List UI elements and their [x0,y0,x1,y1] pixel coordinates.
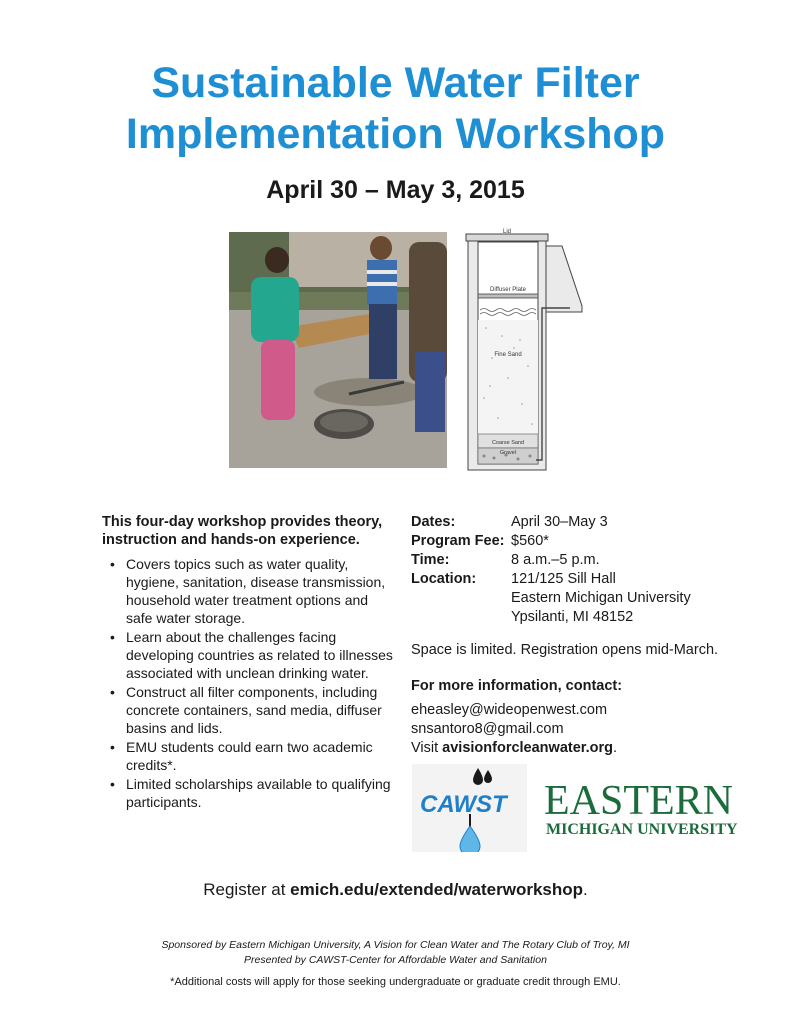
visit-prefix: Visit [411,740,443,756]
diagram-label-fine-sand: Fine Sand [494,352,522,358]
register-suffix: . [583,880,588,899]
register-line [0,880,791,900]
time-value: 8 a.m.–5 p.m. [511,552,600,568]
diagram-label-gravel: Gravel [499,450,517,456]
diagram-label-lid: Lid [502,229,512,235]
title-line-2: Implementation Workshop [125,110,666,158]
location-line-3: Ypsilanti, MI 48152 [511,609,634,625]
sponsor-line-2: Presented by CAWST-Center for Affordable Water and Sanitation [244,954,547,966]
event-dates-heading: April 30 – May 3, 2015 [266,176,525,204]
more-info-heading: For more information, contact: [411,678,623,694]
space-note: Space is limited. Registration opens mid-March. [411,642,719,658]
visit-line [411,739,751,758]
list-item: • Learn about the challenges facing developing countries as related to illnesses associated with unclean drinking water. [124,628,397,682]
visit-link[interactable]: avisionforcleanwater.org [442,740,614,756]
location-line-2: Eastern Michigan University [511,590,691,606]
contact-email-2[interactable]: snsantoro8@gmail.com [411,721,564,737]
workshop-description [102,513,397,812]
filter-cross-section [462,228,586,472]
topics-list [102,555,397,811]
workshop-photo [229,232,447,468]
cawst-logo-text: CAWST [420,791,507,818]
dates-label: Dates: [411,514,456,530]
footnote: *Additional costs will apply for those seeking undergraduate or graduate credit through EMU. [170,976,621,988]
diagram-label-coarse-sand: Coarse Sand [491,440,525,446]
dates-row [411,513,751,532]
event-details [411,513,751,758]
list-item: • EMU students could earn two academic credits*. [124,738,397,774]
time-label: Time: [411,552,450,568]
dates-value: April 30–May 3 [511,514,608,530]
emu-logo-eastern: EASTERN [544,778,733,824]
register-link[interactable]: emich.edu/extended/waterworkshop [290,880,584,899]
location-row [411,570,751,627]
list-item: • Covers topics such as water quality, hygiene, sanitation, disease transmission, household water treatment options and safe water storage. [124,555,397,627]
time-row [411,551,751,570]
fee-value: $560* [511,533,549,549]
fee-row [411,532,751,551]
title-line-1: Sustainable Water Filter [151,59,640,107]
workshop-photo-illustration [229,232,447,468]
location-label: Location: [411,571,477,587]
fee-label: Program Fee: [411,533,505,549]
emu-logo-university: MICHIGAN UNIVERSITY [546,821,738,838]
filter-diagram [462,228,586,472]
register-prefix: Register at [203,880,291,899]
contact-email-1[interactable]: eheasley@wideopenwest.com [411,702,608,718]
emu-logo [544,778,744,839]
cawst-logo [412,764,527,852]
location-value [511,570,751,627]
cawst-logo-graphic [412,764,527,852]
list-item: • Limited scholarships available to qualifying participants. [124,775,397,811]
intro-text: This four-day workshop provides theory, instruction and hands-on experience. [102,514,383,548]
diagram-label-diffuser: Diffuser Plate [490,287,526,293]
visit-suffix: . [613,740,618,756]
sponsor-line-1: Sponsored by Eastern Michigan University, A Vision for Clean Water and The Rotary Club of Troy, MI [161,939,630,951]
location-line-1: 121/125 Sill Hall [511,571,616,587]
list-item: • Construct all filter components, including concrete containers, sand media, diffuser basins and lids. [124,683,397,737]
sponsor-text [0,938,791,968]
